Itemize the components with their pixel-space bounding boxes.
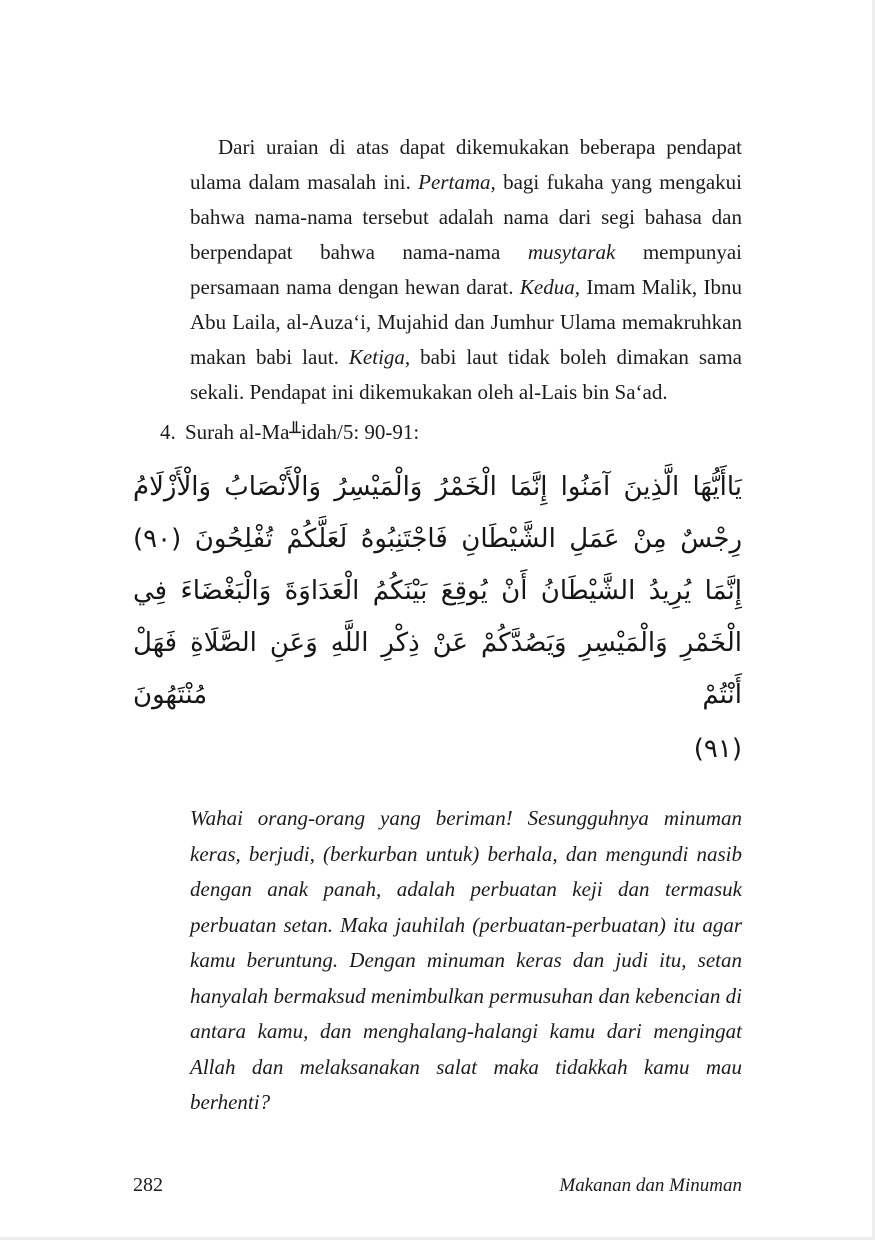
surah-name-part2: idah/5: 90-91: — [300, 420, 420, 444]
term-musytarak: musytarak — [527, 240, 616, 264]
surah-name-part1: Surah al-Ma — [185, 420, 290, 444]
arabic-verse-number: (٩١) — [693, 734, 742, 764]
para1-segment-5: mempunyai persamaan nama dengan hewan darat. — [190, 240, 742, 299]
list-item-surah-maidah — [160, 415, 742, 451]
list-item-text — [185, 415, 419, 451]
arabic-verse-text: يَاأَيُّهَا الَّذِينَ آمَنُوا إِنَّمَا الْخَمْرُ وَالْمَيْسِرُ وَالْأَنْصَابُ وَالْأَزْلَامُ رِجْسٌ مِنْ عَمَلِ الشَّيْطَانِ فَاجْتَنِبُوهُ لَعَلَّكُمْ تُفْلِحُونَ (٩٠) إِنَّمَا يُرِيدُ الشَّيْطَانُ أَنْ يُوقِعَ بَيْنَكُمُ الْعَدَاوَةَ وَالْبَغْضَاءَ فِي الْخَمْرِ وَالْمَيْسِرِ وَيَصُدَّكُمْ عَنْ ذِكْرِ اللَّهِ وَعَنِ الصَّلَاةِ فَهَلْ أَنْتُمْ مُنْتَهُونَ — [133, 472, 742, 710]
running-title: Makanan dan Minuman — [559, 1175, 742, 1196]
arabic-verse-block — [133, 461, 742, 775]
term-kedua: Kedua, — [519, 275, 580, 299]
transliteration-glyph: ╨ — [289, 422, 301, 444]
para1-segment-1: Dari uraian di atas dapat dikemukakan beberapa pendapat ulama dalam masalah ini. — [190, 135, 742, 194]
page-number: 282 — [133, 1174, 163, 1196]
para1-segment-7: Imam Malik, Ibnu Abu Laila, al-Auza‘i, Mujahid dan Jumhur Ulama memakruhkan makan babi laut. — [190, 275, 743, 369]
term-ketiga: Ketiga, — [348, 345, 411, 369]
translation-paragraph: Wahai orang-orang yang beriman! Sesungguhnya minuman keras, berjudi, (berkurban untuk) berhala, dan mengundi nasib dengan anak panah, adalah perbuatan keji dan termasuk perbuatan setan. Maka jauhilah (perbuatan-perbuatan) itu agar kamu beruntung. Dengan minuman keras dan judi itu, setan hanyalah bermaksud menimbulkan permusuhan dan kebencian di antara kamu, dan menghalang-halangi kamu dari mengingat Allah dan melaksanakan salat maka tidakkah kamu mau berhenti? — [190, 806, 742, 1114]
list-item-number: 4. — [160, 420, 176, 444]
term-pertama: Pertama, — [418, 170, 496, 194]
paragraph-ulama-opinions — [190, 130, 742, 410]
page-footer — [133, 1174, 742, 1197]
page-content — [133, 130, 743, 1121]
para1-segment-9: babi laut tidak boleh dimakan sama sekali. Pendapat ini dikemukakan oleh al-Lais bin Sa‘ad. — [190, 345, 743, 404]
para1-segment-3: bagi fukaha yang mengakui bahwa nama-nama tersebut adalah nama dari segi bahasa dan berpendapat bahwa nama-nama — [190, 170, 742, 264]
